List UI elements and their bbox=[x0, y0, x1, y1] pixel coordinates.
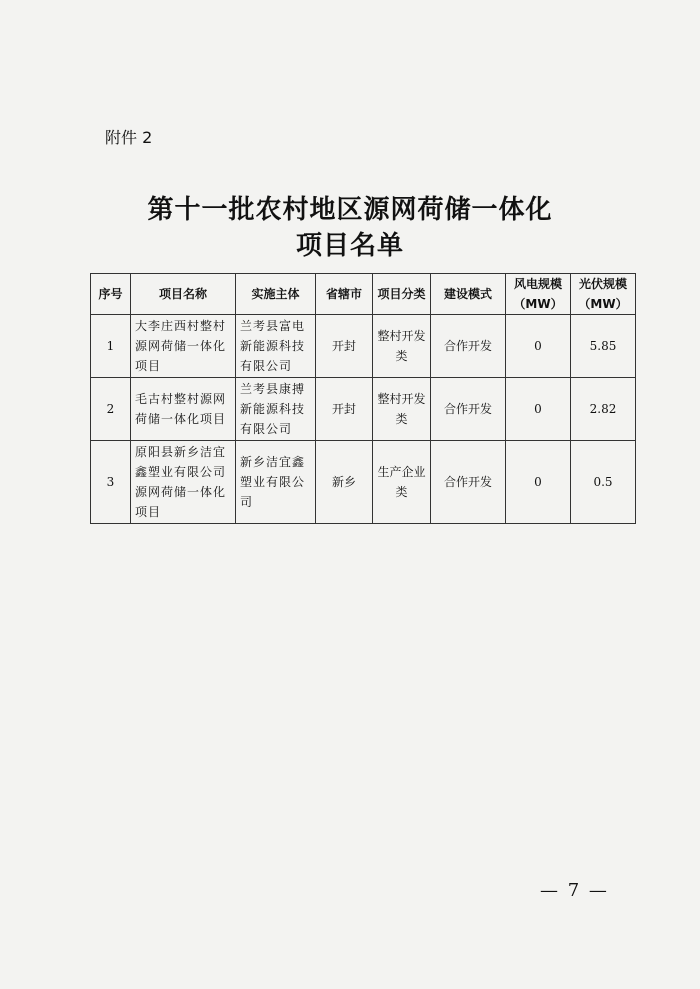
header-mode: 建设模式 bbox=[431, 274, 506, 315]
cell-no: 2 bbox=[91, 378, 131, 441]
cell-city: 开封 bbox=[316, 378, 373, 441]
cell-category: 整村开发类 bbox=[373, 378, 431, 441]
header-entity: 实施主体 bbox=[236, 274, 316, 315]
cell-solar: 0.5 bbox=[571, 441, 636, 524]
cell-solar: 2.82 bbox=[571, 378, 636, 441]
cell-category: 整村开发类 bbox=[373, 315, 431, 378]
cell-city: 新乡 bbox=[316, 441, 373, 524]
cell-wind: 0 bbox=[506, 315, 571, 378]
table-row bbox=[91, 378, 636, 441]
cell-entity: 兰考县富电新能源科技有限公司 bbox=[236, 315, 316, 378]
cell-mode: 合作开发 bbox=[431, 315, 506, 378]
cell-solar: 5.85 bbox=[571, 315, 636, 378]
header-solar: 光伏规模（MW） bbox=[571, 274, 636, 315]
title-line-1: 第十一批农村地区源网荷储一体化 bbox=[147, 195, 553, 225]
header-project-name: 项目名称 bbox=[131, 274, 236, 315]
cell-no: 3 bbox=[91, 441, 131, 524]
header-city: 省辖市 bbox=[316, 274, 373, 315]
document-title bbox=[0, 192, 700, 264]
cell-entity: 兰考县康搏新能源科技有限公司 bbox=[236, 378, 316, 441]
cell-no: 1 bbox=[91, 315, 131, 378]
cell-wind: 0 bbox=[506, 441, 571, 524]
title-line-2: 项目名单 bbox=[295, 231, 404, 261]
cell-mode: 合作开发 bbox=[431, 378, 506, 441]
attachment-label: 附件 2 bbox=[105, 128, 153, 147]
cell-category: 生产企业类 bbox=[373, 441, 431, 524]
cell-wind: 0 bbox=[506, 378, 571, 441]
cell-entity: 新乡洁宜鑫塑业有限公司 bbox=[236, 441, 316, 524]
header-no: 序号 bbox=[91, 274, 131, 315]
table-row bbox=[91, 441, 636, 524]
cell-city: 开封 bbox=[316, 315, 373, 378]
header-wind: 风电规模（MW） bbox=[506, 274, 571, 315]
table-header-row bbox=[91, 274, 636, 315]
header-category: 项目分类 bbox=[373, 274, 431, 315]
cell-project-name: 毛古村整村源网荷储一体化项目 bbox=[131, 378, 236, 441]
table-row bbox=[91, 315, 636, 378]
cell-project-name: 大李庄西村整村源网荷储一体化项目 bbox=[131, 315, 236, 378]
page-number: — 7 — bbox=[540, 880, 609, 901]
cell-mode: 合作开发 bbox=[431, 441, 506, 524]
project-list-table bbox=[90, 273, 636, 524]
cell-project-name: 原阳县新乡洁宜鑫塑业有限公司源网荷储一体化项目 bbox=[131, 441, 236, 524]
